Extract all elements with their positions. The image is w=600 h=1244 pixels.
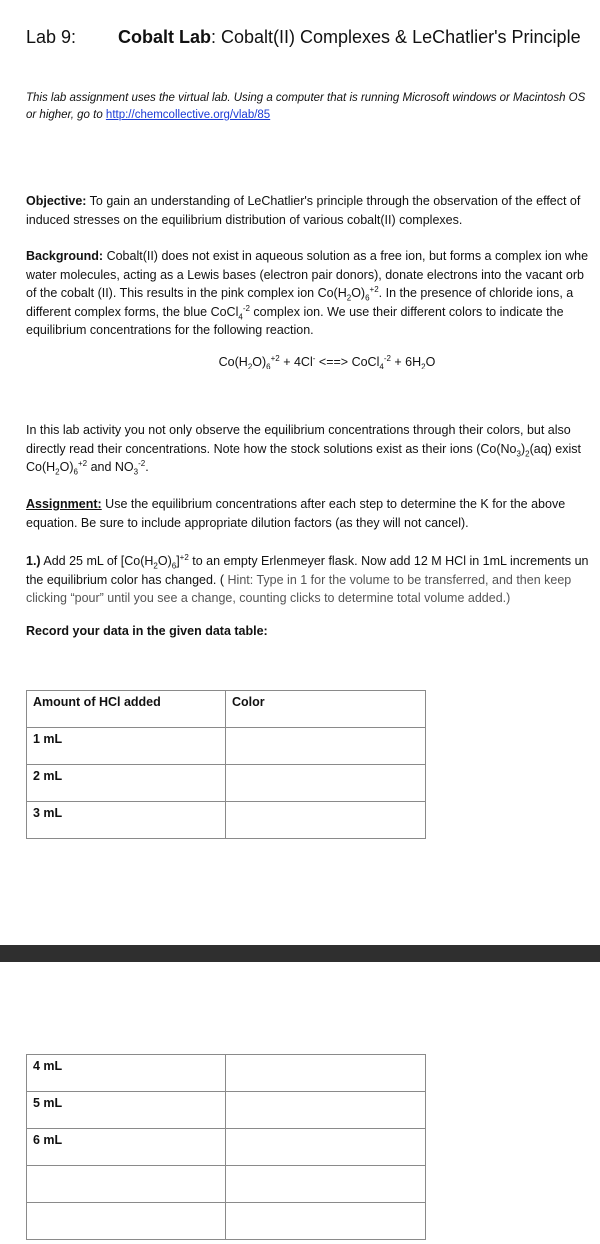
table-row (27, 1092, 426, 1129)
amount-cell[interactable] (27, 1166, 226, 1203)
objective-paragraph (26, 192, 600, 229)
s1-sub-6: 6 (171, 561, 177, 571)
color-cell[interactable] (226, 1055, 426, 1092)
observe-paragraph (26, 421, 600, 477)
eq-part-f: O (425, 355, 436, 369)
lab-number: Lab 9: (26, 27, 77, 47)
eq-sup-minus: - (312, 355, 316, 363)
background-text-3c: . In the presence of chloride ions, a (378, 286, 574, 300)
step1-text-3: clicking “pour” until you see a change, counting clicks to determine total volume added.) (26, 591, 511, 605)
title-rest: : Cobalt(II) Complexes & LeChatlier's Principle (211, 27, 581, 47)
objective-label: Objective: (26, 194, 87, 208)
background-text-5: equilibrium concentrations for the following reaction. (26, 323, 314, 337)
background-text-1: Cobalt(II) does not exist in aqueous solution as a free ion, but forms a complex ion whe (103, 249, 589, 263)
step1-number: 1.) (26, 554, 41, 568)
background-label: Background: (26, 249, 104, 263)
color-cell[interactable] (226, 1092, 426, 1129)
intro-line-2: or higher, go to (26, 109, 106, 121)
eq-part-e: + 6H (390, 355, 422, 369)
data-table-2 (26, 1054, 426, 1240)
observe-text-3a: Co(H (26, 460, 56, 474)
eq-part-d: <==> CoCl (315, 355, 380, 369)
color-cell[interactable] (226, 1129, 426, 1166)
vlab-link[interactable]: http://chemcollective.org/vlab/85 (105, 109, 271, 121)
step1-text-1e: to an empty Erlenmeyer flask. Now add 12 M HCl in 1mL increments un (188, 554, 589, 568)
sub-6: 6 (365, 293, 370, 303)
step1-hint: Hint: Type in 1 for the volume to be transferred, and then keep (227, 572, 572, 587)
eq-part-c: + 4Cl (279, 355, 313, 369)
sub-2: 2 (346, 293, 352, 303)
amount-cell: 6 mL (27, 1129, 226, 1166)
s1-sub-2: 2 (153, 561, 158, 571)
obs-sub-3: 3 (516, 449, 521, 458)
assignment-label: Assignment: (26, 497, 102, 511)
table-row (27, 1055, 426, 1092)
color-cell[interactable] (226, 1203, 426, 1240)
intro-paragraph (26, 90, 600, 124)
amount-cell: 3 mL (27, 802, 226, 839)
table-row (27, 728, 426, 765)
eq-sup-minus2: -2 (383, 355, 391, 363)
eq-sub-2: 2 (247, 362, 253, 369)
s1-sup-plus2: +2 (179, 552, 189, 562)
background-text-3b: O) (351, 286, 366, 300)
observe-text-1: In this lab activity you not only observe the equilibrium concentrations through their colors, but also (26, 423, 571, 437)
sup-plus2: +2 (369, 284, 379, 294)
record-instruction: Record your data in the given data table: (26, 624, 268, 638)
header-color: Color (226, 691, 426, 728)
amount-cell: 2 mL (27, 765, 226, 802)
table-row (27, 1129, 426, 1166)
objective-text-2: induced stresses on the equilibrium distribution of various cobalt(II) complexes. (26, 212, 463, 227)
sup-minus2: -2 (242, 303, 250, 313)
step1-paragraph (26, 552, 600, 608)
background-paragraph (26, 247, 600, 340)
step1-text-2a: the equilibrium color has changed. ( (26, 572, 228, 587)
intro-line-1: This lab assignment uses the virtual lab. Using a computer that is running Microsoft windows or Macintosh OS (26, 92, 586, 104)
obs-sup-minus2: -2 (138, 458, 146, 468)
eq-sub-2b: 2 (421, 362, 426, 369)
header-amount: Amount of HCl added (27, 691, 226, 728)
amount-cell: 5 mL (27, 1092, 226, 1129)
background-text-3a: of the cobalt (II). This results in the pink complex ion Co(H (26, 286, 347, 300)
obs-sub-3b: 3 (133, 467, 139, 477)
observe-text-2c: (aq) exist (529, 441, 581, 456)
step1-text-1d: ] (176, 554, 180, 568)
step1-text-1b: Add 25 mL of [Co(H (40, 554, 154, 568)
table-row (27, 1203, 426, 1240)
table-header-row (27, 691, 426, 728)
page-title (118, 27, 581, 48)
reaction-equation (0, 355, 600, 369)
eq-sub-6: 6 (266, 362, 271, 369)
amount-cell[interactable] (27, 1203, 226, 1240)
color-cell[interactable] (226, 1166, 426, 1203)
table-row (27, 765, 426, 802)
table-row (27, 802, 426, 839)
obs-sub-2b: 2 (55, 467, 60, 477)
obs-sup-plus2: +2 (77, 458, 88, 468)
eq-part-b: O) (252, 355, 267, 369)
objective-text-1: To gain an understanding of LeChatlier's principle through the observation of the effect of (86, 194, 581, 208)
observe-text-3c: and NO (87, 460, 134, 474)
step1-text-1c: O) (157, 554, 172, 568)
eq-part-a: Co(H (218, 355, 248, 369)
amount-cell: 1 mL (27, 728, 226, 765)
table-row (27, 1166, 426, 1203)
background-text-4a: different complex forms, the blue CoCl (26, 304, 239, 319)
assignment-text-1: Use the equilibrium concentrations after each step to determine the K for the above (101, 497, 566, 511)
observe-text-2b: ) (520, 441, 526, 456)
page-break-bar (0, 945, 600, 962)
color-cell[interactable] (226, 728, 426, 765)
background-text-2: water molecules, acting as a Lewis bases (electron pair donors), donate electrons into the vacant orb (26, 267, 584, 282)
observe-text-3b: O) (59, 460, 74, 474)
observe-text-3d: . (145, 460, 149, 474)
eq-sup-plus2: +2 (270, 355, 280, 363)
color-cell[interactable] (226, 765, 426, 802)
assignment-paragraph (26, 495, 600, 532)
obs-sub-6: 6 (73, 467, 78, 477)
observe-text-2a: directly read their concentrations. Note how the stock solutions exist as their ions (Co(No (26, 441, 517, 456)
obs-sub-2: 2 (525, 449, 530, 458)
amount-cell: 4 mL (27, 1055, 226, 1092)
title-bold: Cobalt Lab (118, 27, 211, 47)
background-text-4b: complex ion. We use their different colors to indicate the (249, 304, 564, 319)
sub-4: 4 (238, 312, 243, 321)
color-cell[interactable] (226, 802, 426, 839)
eq-sub-4: 4 (379, 362, 384, 369)
assignment-text-2: equation. Be sure to include appropriate dilution factors (as they will not cancel). (26, 515, 469, 530)
data-table-1 (26, 690, 426, 839)
